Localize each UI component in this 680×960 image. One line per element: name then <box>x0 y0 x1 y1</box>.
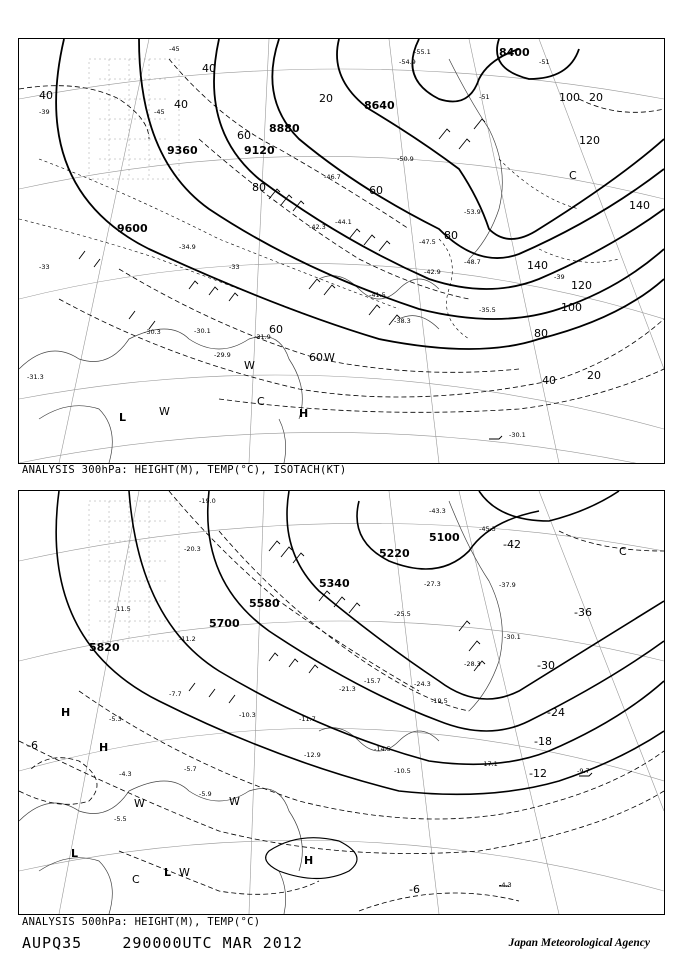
temp-label: -10.5 <box>394 767 411 775</box>
isotach-label: 120 <box>571 279 592 292</box>
cold-center: C <box>257 395 265 408</box>
chart-caption-300hpa: ANALYSIS 300hPa: HEIGHT(M), TEMP(°C), ISOTACH(KT) <box>22 464 347 476</box>
height-label: 5700 <box>209 617 240 630</box>
temp-label: -30.1 <box>194 327 211 335</box>
temp-label: -50.9 <box>397 155 414 163</box>
height-label: 5820 <box>89 641 120 654</box>
pressure-centers <box>119 169 577 424</box>
low-center: L <box>164 866 172 879</box>
isotherm-label: -42 <box>503 538 521 551</box>
chart-valid-time: 290000UTC MAR 2012 <box>122 934 303 952</box>
isotach-label: 60 <box>369 184 383 197</box>
isotherm-label: -6 <box>27 739 38 752</box>
temp-label: -12.9 <box>304 751 321 759</box>
high-center: H <box>99 741 109 754</box>
temp-label: -45.3 <box>479 525 496 533</box>
temp-label: -30.1 <box>509 431 526 439</box>
temp-label: -30.1 <box>504 633 521 641</box>
temp-label: -42.9 <box>424 268 441 276</box>
warm-center: W <box>244 359 255 372</box>
temp-label: -31.9 <box>254 333 271 341</box>
temp-label: -14.5 <box>374 745 391 753</box>
isotach-label: 40 <box>542 374 556 387</box>
temp-label: -19.5 <box>431 697 448 705</box>
temp-label: -17.1 <box>481 760 498 768</box>
temp-label: -5.3 <box>109 715 122 723</box>
warm-center: W <box>159 405 170 418</box>
isotach-label: 100 <box>561 301 582 314</box>
temp-label: -44.1 <box>335 218 352 226</box>
temp-label: -43.3 <box>429 507 446 515</box>
cold-center: C <box>619 545 627 558</box>
temp-label: -48.7 <box>464 258 481 266</box>
isotach-label: 40 <box>174 98 188 111</box>
chart-code: AUPQ35 <box>22 934 83 952</box>
temp-label: -15.7 <box>364 677 381 685</box>
temp-label: -5.5 <box>114 815 127 823</box>
low-center: L <box>119 411 127 424</box>
temp-label: -9.7 <box>577 767 590 775</box>
temp-label: -30.3 <box>144 328 161 336</box>
temp-label: -11.7 <box>299 715 316 723</box>
isotherm-label: -12 <box>529 767 547 780</box>
temp-label: -5.7 <box>184 765 197 773</box>
temp-label: -35.5 <box>479 306 496 314</box>
temp-label: -42.3 <box>309 223 326 231</box>
isotach-label: 80 <box>534 327 548 340</box>
height-label: 5100 <box>429 531 460 544</box>
temperature-labels <box>27 45 565 439</box>
height-label: 9120 <box>244 144 275 157</box>
warm-center: W <box>229 795 240 808</box>
temp-label: -54.9 <box>399 58 416 66</box>
isotach-label: 60 <box>237 129 251 142</box>
isotherm-label: -6 <box>409 883 420 896</box>
temp-label: -31.3 <box>27 373 44 381</box>
isotherm-label: -36 <box>574 606 592 619</box>
map-500hpa <box>18 490 665 915</box>
isotherm-label: -18 <box>534 735 552 748</box>
chart-identifier <box>22 934 303 952</box>
temp-label: -20.3 <box>184 545 201 553</box>
temp-label: -11.2 <box>179 635 196 643</box>
cold-center: C <box>569 169 577 182</box>
isotherm-label: -30 <box>537 659 555 672</box>
agency-name: Japan Meteorological Agency <box>508 937 650 949</box>
isotach-label: 80 <box>444 229 458 242</box>
temp-label: -47.5 <box>419 238 436 246</box>
height-label: 8880 <box>269 122 300 135</box>
height-label: 8400 <box>499 46 530 59</box>
temperature-labels <box>109 497 590 889</box>
high-center: H <box>299 407 309 420</box>
temp-label: -11.5 <box>114 605 131 613</box>
temp-label: -51 <box>479 93 490 101</box>
isotach-label: 40 <box>202 62 216 75</box>
height-label: 5220 <box>379 547 410 560</box>
temp-label: -34.9 <box>179 243 196 251</box>
temp-label: -33 <box>39 263 50 271</box>
wind-barbs <box>79 119 502 439</box>
isotach-label: 20 <box>319 92 333 105</box>
isotach-label: 60 <box>269 323 283 336</box>
temp-label: -38.3 <box>394 317 411 325</box>
height-label: 5340 <box>319 577 350 590</box>
isotherm-label: -24 <box>547 706 565 719</box>
temp-label: -33 <box>229 263 240 271</box>
temp-label: -10.3 <box>239 711 256 719</box>
temp-label: -25.5 <box>394 610 411 618</box>
temp-label: -4.3 <box>499 881 512 889</box>
temp-label: -45 <box>169 45 180 53</box>
temp-label: -27.3 <box>424 580 441 588</box>
pressure-centers <box>61 545 627 886</box>
terrain-hatching <box>89 501 179 641</box>
height-label: 5580 <box>249 597 280 610</box>
graticule <box>19 491 664 914</box>
high-center: H <box>61 706 71 719</box>
temp-label: -55.1 <box>414 48 431 56</box>
height-label: 9360 <box>167 144 198 157</box>
isotach-label: 40 <box>39 89 53 102</box>
temp-label: -45 <box>154 108 165 116</box>
isotach-label: 20 <box>587 369 601 382</box>
isotach-label: 140 <box>629 199 650 212</box>
temp-label: -39 <box>554 273 565 281</box>
isotach-label: 80 <box>252 181 266 194</box>
temp-label: -29.9 <box>214 351 231 359</box>
temp-label: -5.9 <box>199 790 212 798</box>
isotach-contours <box>19 59 664 412</box>
map-300hpa <box>18 38 665 464</box>
isotach-label: 20 <box>589 91 603 104</box>
isotach-label: 140 <box>527 259 548 272</box>
warm-center: W <box>179 866 190 879</box>
temp-label: -24.3 <box>414 680 431 688</box>
chart-caption-500hpa: ANALYSIS 500hPa: HEIGHT(M), TEMP(°C) <box>22 916 261 928</box>
temp-label: -39 <box>39 108 50 116</box>
temp-label: -28.3 <box>464 660 481 668</box>
cold-center: C <box>132 873 140 886</box>
warm-center: W <box>134 797 145 810</box>
temp-label: -51 <box>539 58 550 66</box>
map-500hpa-canvas <box>19 491 664 914</box>
high-center: H <box>304 854 314 867</box>
temp-label: -19.0 <box>199 497 216 505</box>
isotach-label: 120 <box>579 134 600 147</box>
temp-label: -4.3 <box>119 770 132 778</box>
temp-label: -7.7 <box>169 690 182 698</box>
temp-label: -21.3 <box>339 685 356 693</box>
temp-label: -41.5 <box>369 291 386 299</box>
isotach-label: 100 <box>559 91 580 104</box>
temp-label: -53.9 <box>464 208 481 216</box>
height-label: 9600 <box>117 222 148 235</box>
height-label: 8640 <box>364 99 395 112</box>
isotach-label: 60 <box>309 351 323 364</box>
coastlines <box>19 501 502 914</box>
warm-center: W <box>324 351 335 364</box>
temp-label: -37.9 <box>499 581 516 589</box>
map-300hpa-canvas <box>19 39 664 463</box>
temp-label: -46.7 <box>324 173 341 181</box>
low-center: L <box>71 847 79 860</box>
